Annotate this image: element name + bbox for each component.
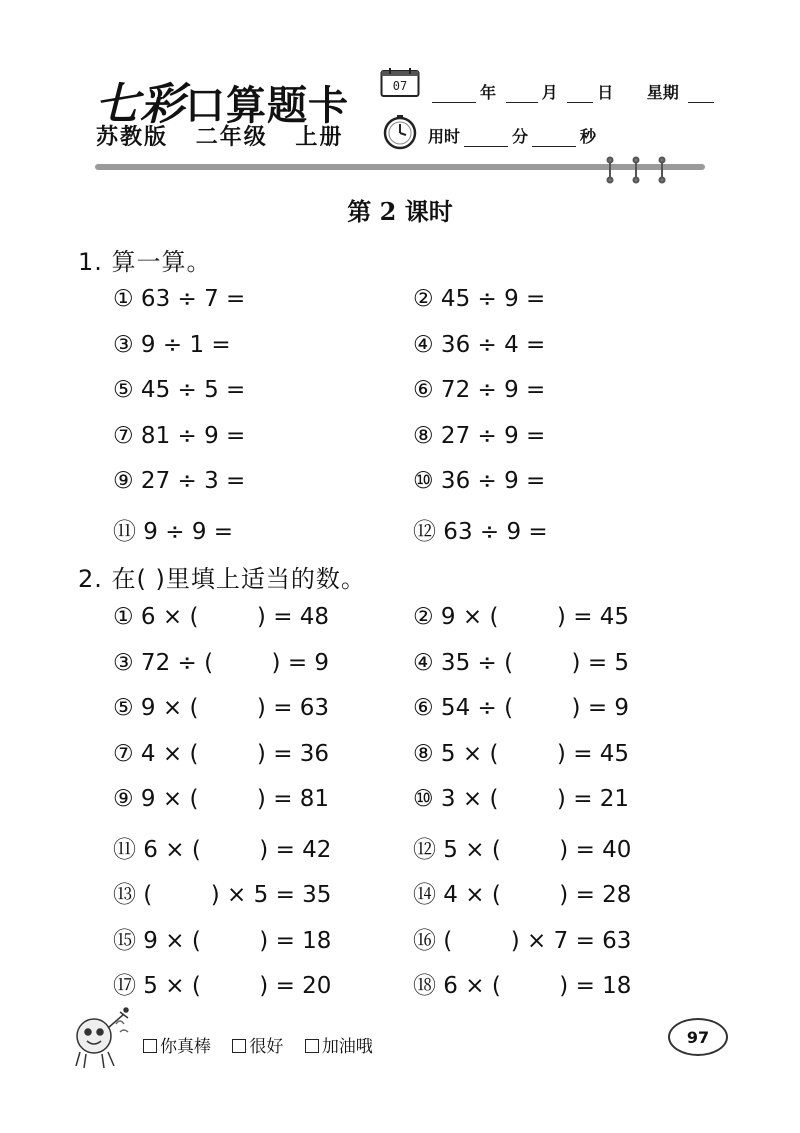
rating-keep-going-label: 加油哦 xyxy=(321,1037,373,1057)
calc-item-1: ① 63 ÷ 7 = xyxy=(113,286,246,312)
fill-item-2: ② 9 × ( ) = 45 xyxy=(413,604,630,630)
fill-item-1: ① 6 × ( ) = 48 xyxy=(113,604,330,630)
date-month-label: 月 xyxy=(541,83,558,102)
fill-item-13: ⑬ ( ) × 5 = 35 xyxy=(113,882,332,908)
time-minute-label: 分 xyxy=(512,127,529,146)
calendar-label: 07 xyxy=(392,79,408,93)
mascot-illustration-icon xyxy=(68,1006,136,1072)
calc-item-12: ⑫ 63 ÷ 9 = xyxy=(413,519,548,545)
section-1-title: 1. 算一算。 xyxy=(78,248,212,276)
fill-item-7: ⑦ 4 × ( ) = 36 xyxy=(113,741,330,767)
fill-item-15: ⑮ 9 × ( ) = 18 xyxy=(113,928,332,954)
calc-item-4: ④ 36 ÷ 4 = xyxy=(413,332,546,358)
rating-good[interactable] xyxy=(232,1032,283,1057)
fill-item-4: ④ 35 ÷ ( ) = 5 xyxy=(413,650,630,676)
brand-char-qi: 七 xyxy=(95,79,140,130)
fill-item-3: ③ 72 ÷ ( ) = 9 xyxy=(113,650,330,676)
section-2-title: 2. 在( )里填上适当的数。 xyxy=(78,565,366,593)
calc-item-8: ⑧ 27 ÷ 9 = xyxy=(413,423,546,449)
brand-char-cai: 彩 xyxy=(140,79,185,130)
rating-good-label: 很好 xyxy=(249,1037,284,1057)
fill-item-9: ⑨ 9 × ( ) = 81 xyxy=(113,786,330,812)
rating-great-label: 你真棒 xyxy=(160,1037,211,1057)
rating-great[interactable] xyxy=(143,1032,211,1057)
fill-item-16: ⑯ ( ) × 7 = 63 xyxy=(413,928,632,954)
date-year-label: 年 xyxy=(480,83,497,102)
fill-item-17: ⑰ 5 × ( ) = 20 xyxy=(113,973,332,999)
calc-item-11: ⑪ 9 ÷ 9 = xyxy=(113,519,234,545)
fill-item-10: ⑩ 3 × ( ) = 21 xyxy=(413,786,630,812)
fill-item-14: ⑭ 4 × ( ) = 28 xyxy=(413,882,632,908)
time-second-label: 秒 xyxy=(580,127,597,146)
calc-item-10: ⑩ 36 ÷ 9 = xyxy=(413,468,546,494)
calc-item-5: ⑤ 45 ÷ 5 = xyxy=(113,377,246,403)
calendar-icon xyxy=(380,68,420,98)
fill-item-8: ⑧ 5 × ( ) = 45 xyxy=(413,741,630,767)
date-weekday-label: 星期 xyxy=(646,83,679,102)
fill-item-11: ⑪ 6 × ( ) = 42 xyxy=(113,837,332,863)
calc-item-7: ⑦ 81 ÷ 9 = xyxy=(113,423,246,449)
brand-rest: 口算题卡 xyxy=(185,82,349,129)
edition-info xyxy=(96,120,361,151)
lesson-title: 第 2 课时 xyxy=(347,197,453,226)
calc-item-9: ⑨ 27 ÷ 3 = xyxy=(113,468,246,494)
edition-grade: 二年级 xyxy=(195,125,268,150)
checkbox-icon[interactable] xyxy=(143,1039,157,1053)
fill-item-12: ⑫ 5 × ( ) = 40 xyxy=(413,837,632,863)
calc-item-3: ③ 9 ÷ 1 = xyxy=(113,332,231,358)
edition-publisher: 苏教版 xyxy=(96,125,169,150)
date-day-label: 日 xyxy=(597,83,614,102)
page-header xyxy=(0,0,800,200)
checkbox-icon[interactable] xyxy=(232,1039,246,1053)
checkbox-icon[interactable] xyxy=(305,1039,319,1053)
page-footer xyxy=(0,1000,800,1100)
calc-item-2: ② 45 ÷ 9 = xyxy=(413,286,546,312)
fill-item-5: ⑤ 9 × ( ) = 63 xyxy=(113,695,330,721)
rating-keep-going[interactable] xyxy=(305,1032,373,1057)
time-used-label: 用时 xyxy=(428,127,461,146)
calc-item-6: ⑥ 72 ÷ 9 = xyxy=(413,377,546,403)
rating-options xyxy=(143,1032,389,1057)
date-line xyxy=(428,80,718,103)
time-line xyxy=(428,124,596,147)
clock-icon xyxy=(381,114,419,150)
fill-item-18: ⑱ 6 × ( ) = 18 xyxy=(413,973,632,999)
fill-item-6: ⑥ 54 ÷ ( ) = 9 xyxy=(413,695,630,721)
binder-rings-icon xyxy=(600,156,680,184)
edition-volume: 上册 xyxy=(295,125,344,150)
page-number: 97 xyxy=(668,1018,728,1056)
